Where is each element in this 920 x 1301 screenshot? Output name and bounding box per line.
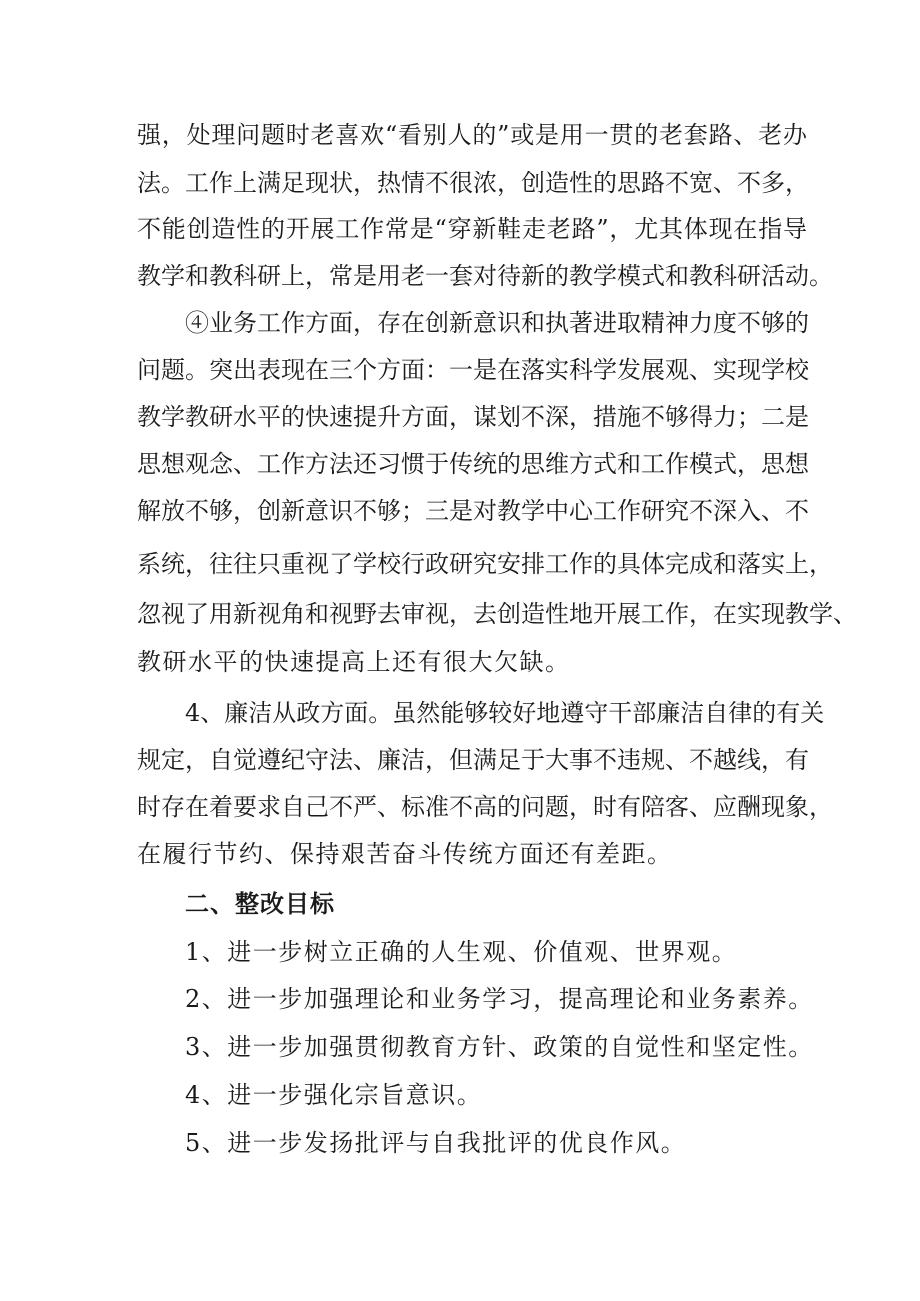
text-line: 法。工作上满足现状，热情不很浓，创造性的思路不宽、不多， bbox=[137, 169, 809, 197]
paragraph-first-line: ④业务工作方面，存在创新意识和执著进取精神力度不够的 bbox=[185, 309, 809, 337]
text-line: 规定，自觉遵纪守法、廉洁，但满足于大事不违规、不越线，有 bbox=[137, 746, 809, 774]
text-line: 强，处理问题时老喜欢“看别人的”或是用一贯的老套路、老办 bbox=[137, 121, 807, 149]
list-item: 3、进一步加强贯彻教育方针、政策的自觉性和坚定性。 bbox=[185, 1033, 814, 1061]
list-item: 4、进一步强化宗旨意识。 bbox=[185, 1081, 483, 1109]
section-heading: 二、整改目标 bbox=[185, 890, 335, 918]
text-line: 忽视了用新视角和视野去审视，去创造性地开展工作，在实现教学、 bbox=[137, 600, 857, 628]
text-line: 教学教研水平的快速提升方面，谋划不深，措施不够得力；二是 bbox=[137, 403, 809, 431]
text-line: 教研水平的快速提高上还有很大欠缺。 bbox=[137, 648, 571, 676]
text-line: 解放不够，创新意识不够；三是对教学中心工作研究不深入、不 bbox=[137, 497, 809, 525]
text-line: 思想观念、工作方法还习惯于传统的思维方式和工作模式，思想 bbox=[137, 450, 809, 478]
list-item: 1、进一步树立正确的人生观、价值观、世界观。 bbox=[185, 938, 738, 966]
text-line: 问题。突出表现在三个方面：一是在落实科学发展观、实现学校 bbox=[137, 356, 809, 384]
text-line: 在履行节约、保持艰苦奋斗传统方面还有差距。 bbox=[137, 840, 673, 868]
list-item: 2、进一步加强理论和业务学习，提高理论和业务素养。 bbox=[185, 985, 814, 1013]
text-line: 教学和教科研上，常是用老一套对待新的教学模式和教科研活动。 bbox=[137, 262, 833, 290]
text-line: 不能创造性的开展工作常是“穿新鞋走老路”，尤其体现在指导 bbox=[137, 215, 807, 243]
text-line: 时存在着要求自己不严、标准不高的问题，时有陪客、应酬现象， bbox=[137, 793, 833, 821]
paragraph-first-line: 4、廉洁从政方面。虽然能够较好地遵守干部廉洁自律的有关 bbox=[185, 699, 825, 727]
text-line: 系统，往往只重视了学校行政研究安排工作的具体完成和落实上， bbox=[137, 550, 833, 578]
list-item: 5、进一步发扬批评与自我批评的优良作风。 bbox=[185, 1129, 687, 1157]
